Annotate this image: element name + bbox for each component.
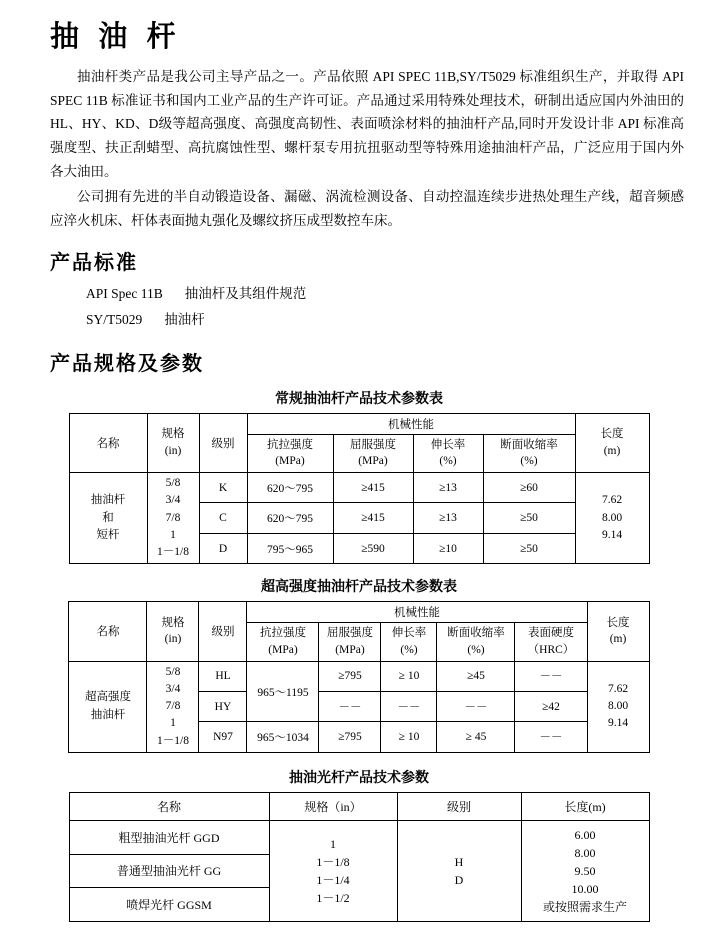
cell-sizes xyxy=(147,473,199,564)
header-hardness xyxy=(515,623,587,661)
length-value: 9.14 xyxy=(601,528,623,541)
header-elongation-label: 伸长率 xyxy=(391,627,427,640)
standard-code: API Spec 11B xyxy=(86,286,163,302)
header-size xyxy=(147,602,199,661)
cell-product-name: 超高强度 抽油杆 xyxy=(69,661,147,752)
header-length xyxy=(587,602,649,661)
header-tensile-label: 抗拉强度 xyxy=(267,438,313,451)
cell-yield: －－ xyxy=(319,692,381,722)
cell-product-name: 抽油杆 和 短杆 xyxy=(69,473,147,564)
section-heading-standards: 产品标准 xyxy=(50,252,138,275)
cell-reduction: ≥ 45 xyxy=(437,722,515,752)
header-yield xyxy=(319,623,381,661)
standard-name: 抽油杆 xyxy=(164,312,205,328)
header-length-unit: (m) xyxy=(603,444,621,457)
header-tensile xyxy=(247,434,333,472)
cell-grade: C xyxy=(199,503,247,533)
length-value: 10.00 xyxy=(571,881,599,896)
header-elongation-unit: (%) xyxy=(439,455,457,468)
header-size-label: 规格 xyxy=(161,616,185,629)
header-elongation xyxy=(381,623,437,661)
cell-product-name: 喷焊光杆 GGSM xyxy=(69,888,269,922)
header-length-label: 长度 xyxy=(600,428,624,441)
header-size-unit: (in) xyxy=(164,444,182,457)
length-value: 6.00 xyxy=(574,827,596,842)
cell-lengths xyxy=(575,473,649,564)
header-size-label: 规格 xyxy=(161,428,185,441)
table2-caption: 超高强度抽油杆产品技术参数表 xyxy=(261,580,457,596)
size-value: 1－1/8 xyxy=(157,546,189,558)
standard-code: SY/T5029 xyxy=(86,312,143,328)
cell-tensile: 620～795 xyxy=(247,503,333,533)
length-value: 7.62 xyxy=(601,494,623,507)
header-reduction-unit: (%) xyxy=(520,455,538,468)
cell-sizes xyxy=(269,820,397,921)
header-size-unit: (in) xyxy=(164,633,182,646)
header-reduction xyxy=(483,434,575,472)
size-value: 5/8 xyxy=(165,477,181,489)
size-value: 7/8 xyxy=(165,511,181,524)
header-mech: 机械性能 xyxy=(247,602,587,623)
header-yield-unit: (MPa) xyxy=(358,455,388,468)
table-polished-rod xyxy=(69,792,650,922)
cell-grade: N97 xyxy=(199,722,247,752)
cell-grade: K xyxy=(199,473,247,503)
header-hardness-label: 表面硬度 xyxy=(527,627,574,640)
size-value: 5/8 xyxy=(165,665,181,678)
header-yield-unit: (MPa) xyxy=(335,643,365,656)
cell-reduction: ≥50 xyxy=(483,503,575,533)
cell-elongation: ≥ 10 xyxy=(381,722,437,752)
cell-tensile: 795～965 xyxy=(247,533,333,563)
standard-name: 抽油杆及其组件规范 xyxy=(184,286,307,302)
cell-tensile: 965～1195 xyxy=(247,661,319,722)
cell-hardness: －－ xyxy=(515,661,587,691)
header-reduction-label: 断面收缩率 xyxy=(500,438,558,451)
page-title: 抽 油 杆 xyxy=(50,21,182,53)
cell-lengths xyxy=(587,661,649,752)
cell-grade: HL xyxy=(199,661,247,691)
header-hardness-unit: （HRC） xyxy=(527,643,575,656)
table-row xyxy=(69,602,649,623)
header-elongation-label: 伸长率 xyxy=(430,438,466,451)
cell-hardness: ≥42 xyxy=(515,692,587,722)
cell-tensile: 620～795 xyxy=(247,473,333,503)
table-row xyxy=(69,661,649,691)
size-value: 1 xyxy=(170,528,176,541)
intro-paragraph-1: 抽油杆类产品是我公司主导产品之一。产品依照 API SPEC 11B,SY/T5029 标准组织生产，并取得 API SPEC 11B 标准证书和国内工业产品的生产许可证。产品通过采用特殊处理技术，研制出适应国内外油田的 HL、HY、KD、D级等超高强度、高强度高韧性、表面喷涂材料的抽油杆产品,同时开发设计非 API 标准高强度型、扶正刮蜡型、高抗腐蚀性型、螺杆泵专用抗扭驱动型等特殊用途抽油杆产品，广泛应用于国内外各大油田。 xyxy=(50,69,684,179)
table-high-strength-sucker-rod xyxy=(68,601,649,753)
cell-grade: D xyxy=(199,533,247,563)
header-reduction xyxy=(437,623,515,661)
cell-tensile: 965～1034 xyxy=(247,722,319,752)
length-value: 8.00 xyxy=(607,700,629,713)
header-grade: 级别 xyxy=(397,792,521,820)
size-value: 7/8 xyxy=(165,700,181,713)
header-size: 规格（in） xyxy=(269,792,397,820)
cell-yield: ≥415 xyxy=(333,503,413,533)
table-row xyxy=(69,792,649,820)
cell-yield: ≥795 xyxy=(319,722,381,752)
header-yield-label: 屈服强度 xyxy=(326,627,373,640)
header-elongation xyxy=(413,434,483,472)
cell-product-name: 粗型抽油光杆 GGD xyxy=(69,820,269,854)
table1-caption: 常规抽油杆产品技术参数表 xyxy=(275,391,443,407)
grade-value: H xyxy=(454,854,464,869)
header-tensile-unit: (MPa) xyxy=(275,455,305,468)
table-row xyxy=(69,413,649,434)
header-size xyxy=(147,413,199,472)
cell-elongation: ≥13 xyxy=(413,503,483,533)
length-value: 8.00 xyxy=(601,511,623,524)
length-value: 9.14 xyxy=(607,717,629,730)
standard-item xyxy=(86,307,690,333)
table-standard-sucker-rod xyxy=(69,413,650,565)
cell-grade: HY xyxy=(199,692,247,722)
size-value: 1－1/8 xyxy=(157,734,189,747)
header-tensile-unit: (MPa) xyxy=(268,643,298,656)
cell-grades xyxy=(397,820,521,921)
length-note: 或按照需求生产 xyxy=(542,899,627,914)
header-tensile-label: 抗拉强度 xyxy=(259,627,306,640)
size-value: 1－1/4 xyxy=(316,872,350,887)
length-value: 8.00 xyxy=(574,845,596,860)
cell-product-name: 普通型抽油光杆 GG xyxy=(69,854,269,888)
header-reduction-label: 断面收缩率 xyxy=(447,627,505,640)
header-length-label: 长度 xyxy=(606,616,630,629)
cell-elongation: ≥10 xyxy=(413,533,483,563)
section-heading-specs: 产品规格及参数 xyxy=(50,352,204,375)
cell-yield: ≥795 xyxy=(319,661,381,691)
header-length xyxy=(575,413,649,472)
cell-hardness: －－ xyxy=(515,722,587,752)
header-grade: 级别 xyxy=(199,602,247,661)
cell-yield: ≥415 xyxy=(333,473,413,503)
header-tensile xyxy=(247,623,319,661)
header-name: 名称 xyxy=(69,413,147,472)
cell-elongation: ≥ 10 xyxy=(381,661,437,691)
cell-reduction: ≥60 xyxy=(483,473,575,503)
size-value: 1 xyxy=(330,836,336,851)
header-reduction-unit: (%) xyxy=(467,643,485,656)
cell-lengths xyxy=(521,820,649,921)
length-value: 9.50 xyxy=(574,863,596,878)
cell-sizes xyxy=(147,661,199,752)
cell-elongation: ≥13 xyxy=(413,473,483,503)
table-row xyxy=(69,820,649,854)
header-mech: 机械性能 xyxy=(247,413,575,434)
size-value: 1－1/8 xyxy=(316,854,350,869)
header-name: 名称 xyxy=(69,792,269,820)
intro-paragraph-2: 公司拥有先进的半自动锻造设备、漏磁、涡流检测设备、自动控温连续步进热处理生产线，超音频感应淬火机床、杆体表面抛丸强化及螺纹挤压成型数控车床。 xyxy=(50,189,684,228)
standard-item xyxy=(86,281,690,307)
header-length-unit: (m) xyxy=(609,633,627,646)
table3-caption: 抽油光杆产品技术参数 xyxy=(289,770,429,786)
table-row xyxy=(69,473,649,503)
size-value: 3/4 xyxy=(165,682,181,695)
cell-reduction: ≥50 xyxy=(483,533,575,563)
cell-elongation: －－ xyxy=(381,692,437,722)
header-length: 长度(m) xyxy=(521,792,649,820)
cell-reduction: ≥45 xyxy=(437,661,515,691)
cell-reduction: －－ xyxy=(437,692,515,722)
size-value: 1－1/2 xyxy=(316,890,350,905)
header-yield xyxy=(333,434,413,472)
size-value: 3/4 xyxy=(165,494,181,507)
size-value: 1 xyxy=(170,717,176,730)
header-elongation-unit: (%) xyxy=(400,643,418,656)
grade-value: D xyxy=(454,872,464,887)
cell-yield: ≥590 xyxy=(333,533,413,563)
length-value: 7.62 xyxy=(607,682,629,695)
header-grade: 级别 xyxy=(199,413,247,472)
header-name: 名称 xyxy=(69,602,147,661)
header-yield-label: 屈服强度 xyxy=(350,438,396,451)
